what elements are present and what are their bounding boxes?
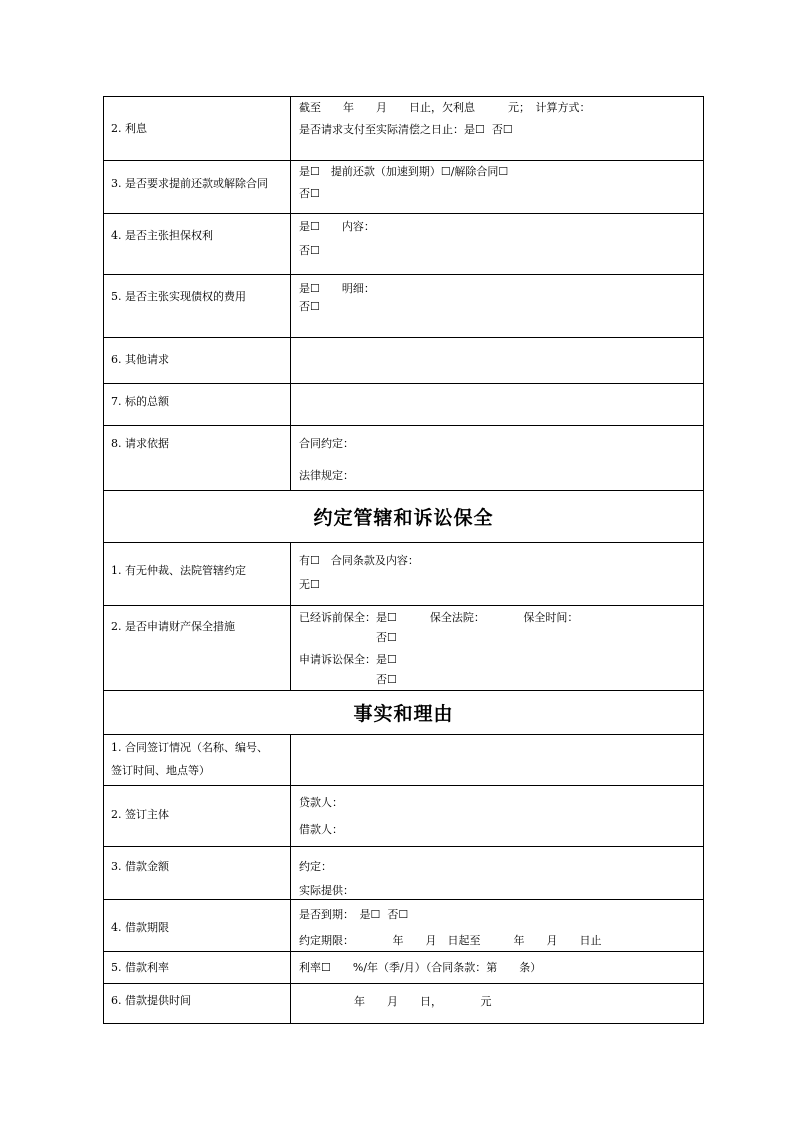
table-row (104, 543, 703, 606)
row-label-loan-term: 4. 借款期限 (111, 921, 169, 934)
row-value-cell[interactable] (291, 161, 703, 213)
row-label-property-preservation: 2. 是否申请财产保全措施 (111, 620, 235, 633)
row-label-early-repayment: 3. 是否要求提前还款或解除合同 (111, 177, 268, 190)
loan-amount-line-2: 实际提供： (299, 884, 354, 897)
table-row (104, 161, 703, 214)
row-label-cell (104, 606, 291, 690)
row-label-cell (104, 338, 291, 383)
table-row (104, 735, 703, 786)
row-label-cell (104, 952, 291, 983)
row-label-loan-amount: 3. 借款金额 (111, 860, 169, 873)
row-value-cell[interactable] (291, 735, 703, 785)
row-label-cell (104, 384, 291, 425)
row-label-cell (104, 161, 291, 213)
row-value-cell[interactable] (291, 606, 703, 690)
row-label-cell (104, 984, 291, 1023)
guarantee-line-1: 是☐ 内容： (299, 220, 375, 233)
row-label-cell (104, 786, 291, 846)
row-label-interest: 2. 利息 (111, 122, 147, 135)
loan-term-line-1: 是否到期： 是☐ 否☐ (299, 908, 409, 921)
complaint-form-table (103, 96, 704, 1024)
row-label-total-amount: 7. 标的总额 (111, 395, 169, 408)
claim-basis-line-2: 法律规定： (299, 469, 354, 482)
row-label-contract-signing-line-1: 1. 合同签订情况（名称、编号、 (111, 741, 268, 754)
table-row (104, 847, 703, 900)
table-row (104, 952, 703, 984)
arbitration-line-1: 有☐ 合同条款及内容： (299, 554, 419, 567)
row-value-cell[interactable] (291, 214, 703, 274)
section-header-row (104, 491, 703, 543)
section-title-facts: 事实和理由 (353, 703, 454, 725)
table-row (104, 426, 703, 491)
interest-line-1: 截至 年 月 日止，欠利息 元； 计算方式： (299, 101, 591, 114)
row-label-claim-basis: 8. 请求依据 (111, 437, 169, 450)
table-row (104, 214, 703, 275)
interest-rate-line-1: 利率☐ %/年（季/月）（合同条款：第 条） (299, 961, 542, 974)
loan-term-line-2: 约定期限： 年 月 日起至 年 月 日止 (299, 934, 602, 947)
row-value-cell[interactable] (291, 426, 703, 490)
table-row (104, 97, 703, 161)
row-label-cell (104, 900, 291, 951)
table-row (104, 984, 703, 1023)
preservation-line-2: 否☐ (299, 631, 397, 644)
enforcement-costs-line-1: 是☐ 明细： (299, 282, 375, 295)
preservation-line-1: 已经诉前保全：是☐ 保全法院： 保全时间： (299, 611, 579, 624)
row-value-cell[interactable] (291, 984, 703, 1023)
enforcement-costs-line-2: 否☐ (299, 300, 320, 313)
table-row (104, 606, 703, 691)
row-label-loan-provision-time: 6. 借款提供时间 (111, 994, 191, 1007)
table-row (104, 900, 703, 952)
row-value-cell[interactable] (291, 847, 703, 899)
table-row (104, 384, 703, 426)
row-label-arbitration: 1. 有无仲裁、法院管辖约定 (111, 564, 246, 577)
guarantee-line-2: 否☐ (299, 244, 320, 257)
row-label-parties: 2. 签订主体 (111, 808, 169, 821)
row-label-other-claims: 6. 其他请求 (111, 353, 169, 366)
row-label-guarantee: 4. 是否主张担保权利 (111, 229, 213, 242)
arbitration-line-2: 无☐ (299, 578, 320, 591)
interest-line-2: 是否请求支付至实际清偿之日止：是☐ 否☐ (299, 123, 513, 136)
row-value-cell[interactable] (291, 338, 703, 383)
parties-line-2: 借款人： (299, 823, 343, 836)
row-label-contract-signing-line-2: 签订时间、地点等） (111, 764, 210, 777)
row-label-cell (104, 97, 291, 160)
row-label-cell (104, 847, 291, 899)
loan-amount-line-1: 约定： (299, 860, 332, 873)
preservation-line-4: 否☐ (299, 673, 397, 686)
loan-provision-line-1: 年 月 日， 元 (299, 995, 492, 1008)
row-label-cell (104, 543, 291, 605)
parties-line-1: 贷款人： (299, 796, 343, 809)
table-row (104, 786, 703, 847)
row-value-cell[interactable] (291, 97, 703, 160)
row-value-cell[interactable] (291, 786, 703, 846)
row-value-cell[interactable] (291, 384, 703, 425)
row-label-cell (104, 275, 291, 337)
early-repayment-line-2: 否☐ (299, 187, 320, 200)
claim-basis-line-1: 合同约定： (299, 437, 354, 450)
row-label-enforcement-costs: 5. 是否主张实现债权的费用 (111, 290, 246, 303)
row-label-cell (104, 735, 291, 785)
preservation-line-3: 申请诉讼保全：是☐ (299, 653, 397, 666)
section-header-row (104, 691, 703, 735)
row-value-cell[interactable] (291, 275, 703, 337)
early-repayment-line-1: 是☐ 提前还款（加速到期）☐/解除合同☐ (299, 165, 509, 178)
row-label-cell (104, 214, 291, 274)
section-title-jurisdiction: 约定管辖和诉讼保全 (313, 507, 494, 529)
row-value-cell[interactable] (291, 543, 703, 605)
row-value-cell[interactable] (291, 900, 703, 951)
table-row (104, 275, 703, 338)
table-row (104, 338, 703, 384)
row-label-interest-rate: 5. 借款利率 (111, 961, 169, 974)
row-label-cell (104, 426, 291, 490)
row-value-cell[interactable] (291, 952, 703, 983)
